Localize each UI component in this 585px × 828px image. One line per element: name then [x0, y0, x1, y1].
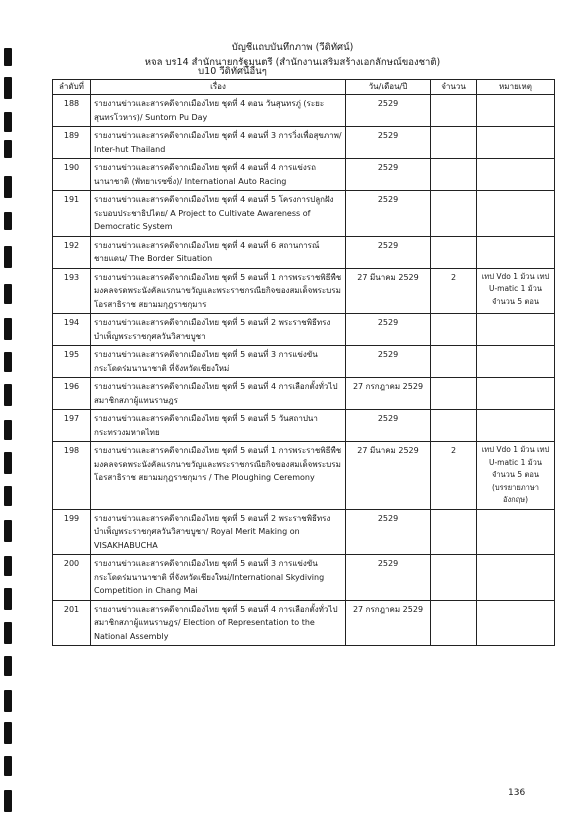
- row-number: 191: [53, 191, 91, 237]
- row-date: 2529: [346, 95, 431, 127]
- binding-mark: [4, 486, 12, 506]
- row-subject: รายงานข่าวและสารคดีจากเมืองไทย ชุดที่ 5 ตอนที่ 1 การพระราชพิธีพืชมงคลจรดพระนังคัลแรกนาขวัญและพระราชกรณียกิจของสมเด็จพระบรมโอรสาธิราช สยามมกุฎราชกุมาร: [91, 268, 346, 314]
- table-row: [53, 191, 555, 237]
- binding-mark: [4, 318, 12, 340]
- binding-mark: [4, 212, 12, 230]
- binding-mark: [4, 452, 12, 474]
- table-row: [53, 600, 555, 646]
- row-subject: รายงานข่าวและสารคดีจากเมืองไทย ชุดที่ 5 ตอนที่ 1 การพระราชพิธีพืชมงคลจรดพระนังคัลแรกนาขวัญและพระราชกรณียกิจของสมเด็จพระบรมโอรสาธิราช สยามมกุฎราชกุมาร / The Ploughing Ceremony: [91, 442, 346, 510]
- binding-mark: [4, 384, 12, 406]
- row-qty: [431, 314, 477, 346]
- row-subject: รายงานข่าวและสารคดีจากเมืองไทย ชุดที่ 5 ตอนที่ 3 การแข่งขันกระโดดร่มนานาชาติ ที่จังหวัดเชียงใหม่: [91, 346, 346, 378]
- row-number: 196: [53, 378, 91, 410]
- col-header-qty: จำนวน: [431, 80, 477, 95]
- row-qty: [431, 410, 477, 442]
- row-note: [477, 236, 555, 268]
- row-subject: รายงานข่าวและสารคดีจากเมืองไทย ชุดที่ 5 ตอนที่ 2 พระราชพิธีทรงบำเพ็ญพระราชกุศลวันวิสาขบูชา: [91, 314, 346, 346]
- table-row: [53, 555, 555, 601]
- category-line: บ10 วีดิทัศน์อื่นๆ: [198, 66, 267, 77]
- row-number: 194: [53, 314, 91, 346]
- row-date: 2529: [346, 410, 431, 442]
- table-row: [53, 95, 555, 127]
- row-qty: [431, 346, 477, 378]
- row-number: 193: [53, 268, 91, 314]
- row-subject: รายงานข่าวและสารคดีจากเมืองไทย ชุดที่ 5 ตอนที่ 2 พระราชพิธีทรงบำเพ็ญพระราชกุศลวันวิสาขบูชา/ Royal Merit Making on VISAKHABUCHA: [91, 509, 346, 555]
- row-number: 198: [53, 442, 91, 510]
- row-qty: [431, 236, 477, 268]
- row-date: 2529: [346, 159, 431, 191]
- row-subject: รายงานข่าวและสารคดีจากเมืองไทย ชุดที่ 4 ตอน วันสุนทรภู่ (ระยะสุนทรโวหาร)/ Suntorn Pu Day: [91, 95, 346, 127]
- binding-mark: [4, 756, 12, 776]
- binding-mark: [4, 588, 12, 610]
- row-date: 2529: [346, 555, 431, 601]
- col-header-subject: เรื่อง: [91, 80, 346, 95]
- row-note: [477, 191, 555, 237]
- binding-mark: [4, 690, 12, 712]
- row-note: [477, 159, 555, 191]
- row-note: [477, 127, 555, 159]
- register-title: บัญชีแถบบันทึกภาพ (วีดิทัศน์): [231, 42, 354, 53]
- row-date: 2529: [346, 236, 431, 268]
- row-qty: [431, 600, 477, 646]
- row-number: 188: [53, 95, 91, 127]
- row-qty: [431, 95, 477, 127]
- row-subject: รายงานข่าวและสารคดีจากเมืองไทย ชุดที่ 5 ตอนที่ 4 การเลือกตั้งทั่วไปสมาชิกสภาผู้แทนราษฎร: [91, 378, 346, 410]
- row-number: 195: [53, 346, 91, 378]
- row-note: [477, 346, 555, 378]
- table-row: [53, 314, 555, 346]
- col-header-date: วัน/เดือน/ปี: [346, 80, 431, 95]
- binding-mark: [4, 77, 12, 99]
- agency-line: หจล บร14 สำนักนายกรัฐมนตรี (สำนักงานเสริมสร้างเอกลักษณ์ของชาติ): [144, 57, 441, 68]
- row-qty: [431, 509, 477, 555]
- row-number: 200: [53, 555, 91, 601]
- row-qty: [431, 191, 477, 237]
- binding-mark: [4, 352, 12, 372]
- row-number: 190: [53, 159, 91, 191]
- binding-mark: [4, 520, 12, 542]
- row-qty: [431, 127, 477, 159]
- row-subject: รายงานข่าวและสารคดีจากเมืองไทย ชุดที่ 5 ตอนที่ 4 การเลือกตั้งทั่วไปสมาชิกสภาผู้แทนราษฎร/ Election of Representation to the National Assembly: [91, 600, 346, 646]
- binding-mark: [4, 246, 12, 268]
- row-subject: รายงานข่าวและสารคดีจากเมืองไทย ชุดที่ 5 ตอนที่ 5 วันสถาปนากระทรวงมหาดไทย: [91, 410, 346, 442]
- row-qty: [431, 378, 477, 410]
- table-row: [53, 442, 555, 510]
- binding-mark: [4, 176, 12, 198]
- row-date: 2529: [346, 314, 431, 346]
- binding-mark: [4, 420, 12, 440]
- col-header-no: ลำดับที่: [53, 80, 91, 95]
- row-number: 199: [53, 509, 91, 555]
- table-row: [53, 509, 555, 555]
- row-subject: รายงานข่าวและสารคดีจากเมืองไทย ชุดที่ 5 ตอนที่ 3 การแข่งขันกระโดดร่มนานาชาติ ที่จังหวัดเชียงใหม่/International Skydiving Competition in Chang Mai: [91, 555, 346, 601]
- row-subject: รายงานข่าวและสารคดีจากเมืองไทย ชุดที่ 4 ตอนที่ 6 สถานการณ์ชายแดน/ The Border Situation: [91, 236, 346, 268]
- row-qty: [431, 555, 477, 601]
- row-note: เทป Vdo 1 ม้วน เทป U-matic 1 ม้วน จำนวน 5 ตอน: [477, 268, 555, 314]
- row-date: 27 กรกฎาคม 2529: [346, 378, 431, 410]
- binding-mark: [4, 556, 12, 576]
- row-date: 27 กรกฎาคม 2529: [346, 600, 431, 646]
- row-number: 201: [53, 600, 91, 646]
- row-subject: รายงานข่าวและสารคดีจากเมืองไทย ชุดที่ 4 ตอนที่ 5 โครงการปลูกฝังระบอบประชาธิปไตย/ A Project to Cultivate Awareness of Democratic System: [91, 191, 346, 237]
- row-qty: 2: [431, 442, 477, 510]
- row-note: เทป Vdo 1 ม้วน เทป U-matic 1 ม้วน จำนวน 5 ตอน (บรรยายภาษาอังกฤษ): [477, 442, 555, 510]
- row-note: [477, 95, 555, 127]
- table-row: [53, 410, 555, 442]
- row-date: 27 มีนาคม 2529: [346, 442, 431, 510]
- row-note: [477, 509, 555, 555]
- row-subject: รายงานข่าวและสารคดีจากเมืองไทย ชุดที่ 4 ตอนที่ 3 การวิ่งเพื่อสุขภาพ/ Inter-hut Thailand: [91, 127, 346, 159]
- binding-mark: [4, 140, 12, 158]
- table-row: [53, 346, 555, 378]
- row-note: [477, 314, 555, 346]
- page-number: 136: [508, 788, 526, 798]
- row-date: 27 มีนาคม 2529: [346, 268, 431, 314]
- row-note: [477, 600, 555, 646]
- binding-mark: [4, 790, 12, 812]
- row-qty: [431, 159, 477, 191]
- row-qty: 2: [431, 268, 477, 314]
- row-number: 197: [53, 410, 91, 442]
- binding-mark: [4, 284, 12, 304]
- binding-mark: [4, 622, 12, 644]
- table-row: [53, 378, 555, 410]
- row-number: 192: [53, 236, 91, 268]
- row-note: [477, 378, 555, 410]
- row-date: 2529: [346, 191, 431, 237]
- table-row: [53, 268, 555, 314]
- row-date: 2529: [346, 509, 431, 555]
- table-row: [53, 127, 555, 159]
- row-note: [477, 410, 555, 442]
- row-date: 2529: [346, 346, 431, 378]
- col-header-note: หมายเหตุ: [477, 80, 555, 95]
- binding-mark: [4, 656, 12, 676]
- row-note: [477, 555, 555, 601]
- table-header-row: [53, 80, 555, 95]
- binding-mark: [4, 722, 12, 744]
- table-row: [53, 159, 555, 191]
- register-table: [52, 79, 555, 646]
- row-number: 189: [53, 127, 91, 159]
- row-subject: รายงานข่าวและสารคดีจากเมืองไทย ชุดที่ 4 ตอนที่ 4 การแข่งรถนานาชาติ (พัทยาเรซซิ่ง)/ International Auto Racing: [91, 159, 346, 191]
- row-date: 2529: [346, 127, 431, 159]
- binding-mark: [4, 112, 12, 132]
- table-row: [53, 236, 555, 268]
